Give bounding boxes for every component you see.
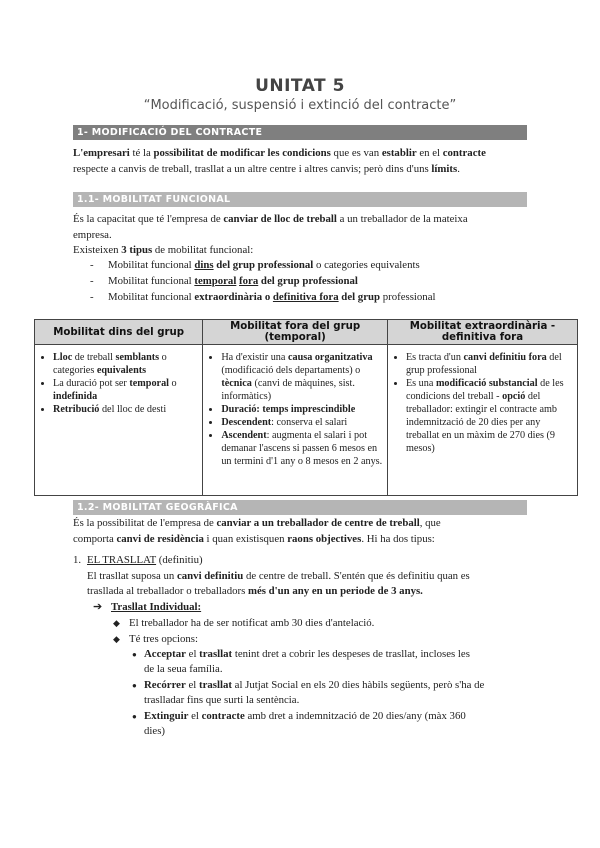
mobility-table (34, 319, 578, 496)
list-item: • Ascendent: augmenta el salari i pot demanar l'ascens si passen 6 mesos en un termini d'1 any o 8 mesos en 2 anys. (221, 429, 383, 468)
text-bold: contracte (201, 710, 245, 722)
text-bold: canviar a un treballador de centre de treball (216, 517, 420, 529)
text: el (185, 648, 200, 660)
table-cell (203, 345, 388, 496)
text: (definitiu) (156, 554, 203, 566)
text: de la seua família. (144, 663, 223, 675)
text: a un treballador de la mateixa (336, 213, 468, 225)
text: . Hi ha dos tipus: (361, 532, 435, 545)
text: Té tres opcions: (129, 633, 198, 645)
text-bold: contracte (442, 147, 486, 159)
text: que es van (330, 147, 382, 159)
list-item (90, 274, 358, 289)
numbered-item (73, 553, 203, 568)
list-item: • Descendent: conserva el salari (221, 416, 383, 429)
table-cell (35, 345, 203, 496)
arrow-right-icon: ➔ (93, 601, 103, 613)
text: professional (380, 291, 436, 303)
text: empresa. (73, 228, 112, 241)
text: el (188, 710, 202, 722)
list-item (90, 258, 420, 273)
text: . (457, 162, 460, 175)
text: de centre de treball. S'entén que és definitiu quan es (243, 570, 470, 582)
text-bold: temporal (194, 275, 237, 287)
text-bold: del grup (338, 291, 381, 303)
trasllat-paragraph (87, 569, 527, 599)
list-item: • Lloc de treball semblants o categories equivalents (53, 351, 198, 377)
list-item (132, 709, 527, 739)
text-bold: canvi definitiu (176, 570, 244, 582)
text: Mobilitat funcional (108, 275, 195, 287)
text-bold: dins (194, 259, 214, 271)
list-item: • La duració pot ser temporal o indefinida (53, 377, 198, 403)
page-title: UNITAT 5 (255, 76, 345, 96)
text: És la capacitat que té l'empresa de (73, 213, 224, 225)
dash-bullet: - (90, 291, 94, 303)
list-item: • Es una modificació substancial de les condicions del treball - opció del treballador: extingir el contracte amb indemnització de 20 dies per any treballat en un màxim de 270 dies (9 mesos) (406, 377, 573, 455)
text-bold: L'empresari (73, 147, 130, 159)
dot-bullet-icon: ● (132, 650, 137, 659)
dash-bullet: - (90, 275, 94, 287)
text-bold: més d'un any en un periode de 3 anys. (247, 585, 423, 597)
text-bold: límits (431, 162, 458, 175)
text: respecte a canvis de treball, trasllat a un altre centre i altres canvis; però dins d'uns (73, 162, 432, 175)
text: , que (419, 517, 441, 529)
list-item: • Duració: temps imprescindible (221, 403, 383, 416)
text: comporta (73, 532, 117, 545)
text: traslladar fins que surti la sentència. (144, 694, 300, 706)
diamond-bullet-icon: ◆ (113, 618, 120, 628)
list-item (132, 678, 527, 708)
dot-bullet-icon: ● (132, 712, 137, 721)
sub-heading (93, 600, 201, 615)
text: trasllada al treballador o treballadors (87, 585, 248, 597)
text-bold: establir (381, 147, 417, 159)
text: És la possibilitat de l'empresa de (73, 517, 217, 529)
text: El trasllat suposa un (87, 570, 177, 582)
section12-paragraph (73, 516, 533, 547)
list-item: • Retribució del lloc de desti (53, 403, 198, 416)
text: o categories equivalents (313, 259, 420, 271)
text-bold: Trasllat Individual: (111, 601, 202, 613)
page-subtitle: “Modificació, suspensió i extinció del contracte” (143, 98, 457, 113)
text-bold: possibilitat de modificar les condicions (153, 147, 331, 159)
text-bold: fora (239, 275, 259, 287)
text-bold: trasllat (199, 648, 233, 660)
text: de mobilitat funcional: (152, 244, 254, 256)
text-bold: Recórrer (144, 679, 186, 691)
text-bold: del grup professional (258, 275, 358, 287)
text-bold: trasllat (198, 679, 232, 691)
table-header: Mobilitat fora del grup (temporal) (203, 320, 388, 345)
text-bold: Extinguir (144, 710, 189, 722)
text-bold: canvi de residència (116, 532, 204, 545)
text: i quan existisquen (203, 532, 288, 545)
list-item: • Es tracta d'un canvi definitiu fora del grup professional (406, 351, 573, 377)
text: té la (129, 147, 154, 159)
text: Mobilitat funcional (108, 291, 195, 303)
text-bold: del grup professional (213, 259, 314, 271)
text-bold: definitiva fora (272, 291, 339, 303)
text: el (185, 679, 199, 691)
text: dies) (144, 725, 165, 737)
section-heading-mobilitat-funcional: 1.1- MOBILITAT FUNCIONAL (73, 192, 527, 207)
list-item (132, 647, 527, 677)
table-header: Mobilitat extraordinària - definitiva fora (387, 320, 577, 345)
section11-paragraph (73, 212, 533, 259)
text-bold: extraordinària o (194, 291, 273, 303)
text: en el (416, 147, 443, 159)
text: amb dret a indemnització de 20 dies/any (màx 360 (244, 710, 466, 722)
list-item (113, 616, 374, 631)
list-item: • Ha d'existir una causa organitzativa (modificació dels departaments) o tècnica (canvi de màquines, sist. informàtics) (221, 351, 383, 403)
text-bold: Acceptar (144, 648, 186, 660)
number-label: 1. (73, 554, 82, 566)
text: El treballador ha de ser notificat amb 30 dies d'antelació. (129, 617, 375, 629)
text: tenint dret a cobrir les despeses de trasllat, incloses les (232, 648, 470, 660)
text-bold: 3 tipus (121, 244, 153, 256)
table-cell (387, 345, 577, 496)
list-item (113, 632, 198, 647)
section-heading-mobilitat-geografica: 1.2- MOBILITAT GEOGRÀFICA (73, 500, 527, 515)
diamond-bullet-icon: ◆ (113, 634, 120, 644)
text: Existeixen (73, 244, 122, 256)
list-item (90, 290, 436, 305)
section-heading-modificacio: 1- MODIFICACIÓ DEL CONTRACTE (73, 125, 527, 140)
table-header: Mobilitat dins del grup (35, 320, 203, 345)
text: al Jutjat Social en els 20 dies hàbils següents, però s'ha de (231, 679, 485, 691)
text: Mobilitat funcional (108, 259, 195, 271)
section1-paragraph (73, 146, 533, 177)
dash-bullet: - (90, 259, 94, 271)
text-bold: canviar de lloc de treball (223, 213, 337, 225)
dot-bullet-icon: ● (132, 681, 137, 690)
text-underlined: EL TRASLLAT (87, 554, 157, 566)
text-bold: raons objectives (287, 532, 362, 545)
